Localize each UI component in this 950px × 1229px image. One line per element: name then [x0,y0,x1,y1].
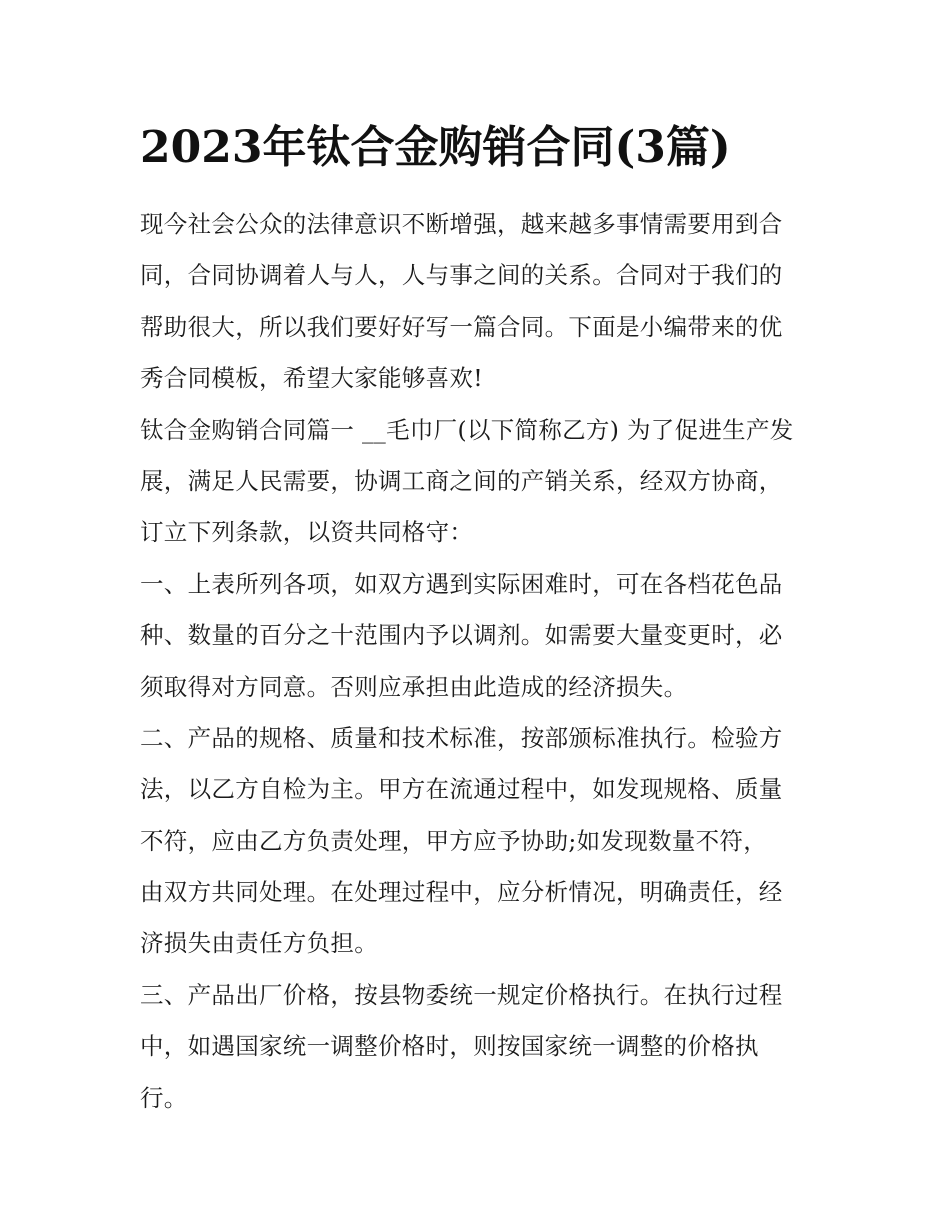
paragraph-contract-preamble [140,405,816,559]
text-line: 一、上表所列各项，如双方遇到实际困难时，可在各档花色品 [140,569,783,598]
text-line: 帮助很大，所以我们要好好写一篇合同。下面是小编带来的优 [140,312,783,341]
text-line: 不符，应由乙方负责处理，甲方应予协助;如发现数量不符， [140,826,768,855]
document-title: 2023年钛合金购销合同(3篇) [140,122,731,173]
text-line: 同，合同协调着人与人，人与事之间的关系。合同对于我们的 [140,261,783,290]
paragraph-clause-3 [140,970,816,1124]
paragraph-clause-1 [140,559,816,713]
text-line: 二、产品的规格、质量和技术标准，按部颁标准执行。检验方 [140,723,783,752]
text-line: 现今社会公众的法律意识不断增强，越来越多事情需要用到合 [140,210,783,238]
paragraph-clause-2 [140,713,816,970]
text-line: 种、数量的百分之十范围内予以调剂。如需要大量变更时，必 [140,621,783,650]
paragraph-intro [140,199,816,405]
text-line: 法，以乙方自检为主。甲方在流通过程中，如发现规格、质量 [140,775,783,804]
document-body [140,199,816,1124]
text-line: 行。 [140,1083,188,1112]
text-line: 钛合金购销合同篇一 __毛巾厂(以下简称乙方) 为了促进生产发 [140,415,794,444]
text-line: 三、产品出厂价格，按县物委统一规定价格执行。在执行过程 [140,980,783,1009]
text-line: 秀合同模板，希望大家能够喜欢! [140,364,483,393]
text-line: 须取得对方同意。否则应承担由此造成的经济损失。 [140,672,688,701]
text-line: 中，如遇国家统一调整价格时，则按国家统一调整的价格执 [140,1032,759,1061]
text-line: 济损失由责任方负担。 [140,929,378,958]
text-line: 展，满足人民需要，协调工商之间的产销关系，经双方协商， [140,466,783,495]
text-line: 由双方共同处理。在处理过程中，应分析情况，明确责任，经 [140,878,783,907]
text-line: 订立下列条款，以资共同格守： [140,518,474,547]
